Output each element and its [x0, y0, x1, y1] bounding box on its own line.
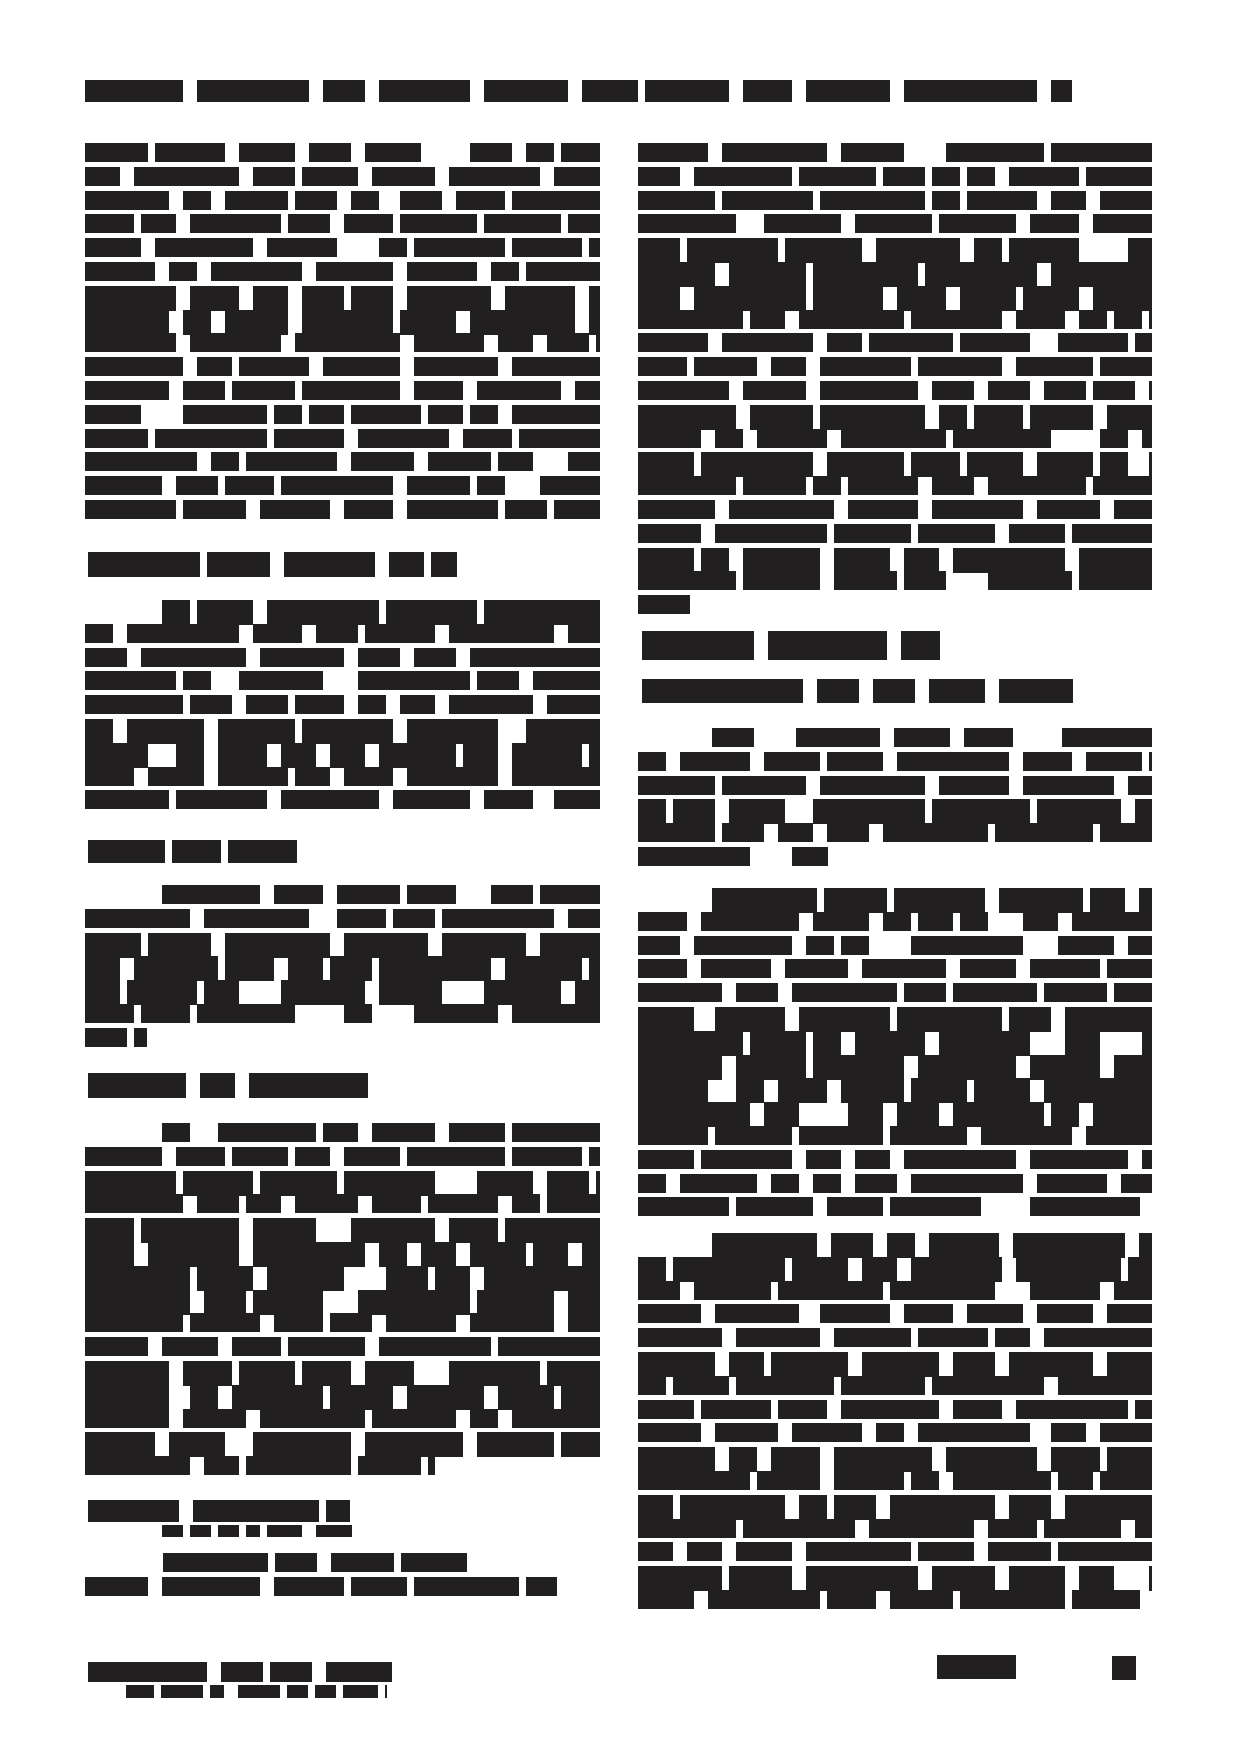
pixelated-text-line: [85, 214, 600, 233]
pixelated-text-line: [638, 238, 1152, 263]
pixelated-text-line: [85, 476, 600, 495]
footer-label-block: [937, 1655, 1016, 1679]
pixelated-text-line: [85, 167, 600, 186]
pixelated-text-line: [85, 1432, 600, 1457]
left-section-heading-4: [88, 1500, 350, 1522]
pixelated-text-line: [85, 500, 600, 519]
pixelated-text-line: [85, 1242, 600, 1267]
pixelated-text-line: [85, 1313, 600, 1332]
pixelated-text-line: [162, 600, 600, 625]
pixelated-text-line: [88, 552, 457, 577]
pixelated-text-line: [85, 1361, 600, 1386]
left-col-paragraph-4: [85, 1123, 600, 1480]
pixelated-text-line: [642, 631, 940, 660]
pixelated-text-line: [85, 191, 600, 210]
pixelated-text-line: [638, 1174, 1152, 1193]
pixelated-text-line: [638, 1257, 1152, 1282]
pixelated-text-line: [638, 1126, 1152, 1145]
pixelated-text-line: [638, 983, 1152, 1002]
pixelated-text-line: [85, 624, 600, 643]
pixelated-text-line: [638, 1352, 1152, 1377]
pixelated-text-line: [638, 191, 1152, 210]
pixelated-text-line: [638, 571, 1152, 590]
pixelated-text-line: [85, 1028, 147, 1047]
pixelated-text-line: [85, 1147, 600, 1166]
pixelated-text-line: [638, 1150, 1152, 1169]
pixelated-text-line: [638, 912, 1152, 931]
pixelated-text-line: [638, 1328, 1152, 1347]
pixelated-text-line: [638, 595, 690, 614]
left-section-heading-2: [88, 840, 297, 863]
pixelated-text-line: [638, 1102, 1152, 1127]
pixelated-text-line: [638, 1376, 1152, 1395]
pixelated-text-line: [638, 799, 1152, 824]
right-section-subheading: [642, 679, 1073, 703]
pixelated-text-line: [163, 1553, 467, 1572]
pixelated-text-line: [85, 1385, 600, 1410]
pixelated-text-line: [162, 885, 600, 904]
pixelated-text-line: [638, 452, 1152, 477]
left-section-heading-3: [88, 1073, 368, 1098]
pixelated-text-line: [638, 214, 1152, 233]
pixelated-text-line: [638, 1566, 1152, 1591]
pixelated-text-line: [638, 823, 1152, 842]
pixelated-text-line: [638, 1197, 1140, 1216]
pixelated-text-line: [85, 452, 600, 471]
pixelated-text-line: [638, 500, 1152, 519]
pixelated-text-line: [638, 936, 1152, 955]
pixelated-text-line: [638, 405, 1152, 430]
pixelated-text-line: [85, 80, 1072, 102]
pixelated-text-line: [638, 1304, 1152, 1323]
pixelated-text-line: [126, 1685, 387, 1698]
right-col-paragraph-2: [638, 728, 1152, 871]
pixelated-text-line: [85, 238, 600, 257]
pixelated-text-line: [85, 310, 600, 335]
pixelated-text-line: [638, 524, 1152, 543]
pixelated-text-line: [85, 695, 600, 714]
pixelated-text-line: [85, 767, 600, 786]
pixelated-text-line: [638, 1007, 1152, 1032]
pixelated-text-line: [638, 1423, 1152, 1442]
pixelated-text-line: [85, 1409, 600, 1428]
pixelated-text-line: [85, 286, 600, 311]
pixelated-text-line: [85, 719, 600, 744]
pixelated-text-line: [162, 1525, 352, 1537]
pixelated-text-line: [712, 1233, 1152, 1258]
left-col-paragraph-3: [85, 885, 600, 1052]
pixelated-text-line: [638, 1471, 1152, 1490]
pixelated-text-line: [638, 1078, 1152, 1103]
pixelated-text-line: [85, 980, 600, 1005]
footer-page-number-block: [1112, 1656, 1136, 1680]
pixelated-text-line: [638, 1447, 1152, 1472]
left-col-paragraph-2: [85, 600, 600, 815]
left-section-heading-1: [88, 552, 457, 577]
right-section-heading-numbered: [642, 631, 940, 660]
pixelated-text-line: [638, 1495, 1152, 1520]
pixelated-text-line: [638, 752, 1152, 771]
pixelated-text-line: [85, 262, 600, 281]
pixelated-text-line: [85, 1171, 600, 1196]
pixelated-text-line: [85, 357, 600, 376]
pixelated-text-line: [85, 909, 600, 928]
pixelated-text-line: [638, 548, 1152, 573]
pixelated-text-line: [85, 743, 600, 768]
pixelated-text-line: [88, 840, 297, 863]
pixelated-text-line: [85, 333, 600, 352]
pixelated-text-line: [638, 1542, 1152, 1561]
pixelated-text-line: [638, 1281, 1152, 1300]
pixelated-text-line: [85, 405, 600, 424]
pixelated-text-line: [85, 1577, 557, 1596]
pixelated-text-line: [638, 310, 1152, 329]
pixelated-text-line: [638, 262, 1152, 287]
pixelated-text-line: [88, 1073, 368, 1098]
pixelated-text-line: [638, 847, 828, 866]
pixelated-text-line: [638, 1519, 1152, 1538]
pixelated-text-line: [638, 476, 1152, 495]
pixelated-text-line: [638, 143, 1152, 162]
left-col-paragraph-1: [85, 143, 600, 524]
right-col-paragraph-4: [638, 1233, 1152, 1614]
pixelated-text-line: [85, 671, 600, 690]
pixelated-text-line: [638, 286, 1152, 311]
footnote-line-1: [88, 1662, 392, 1682]
pixelated-text-line: [85, 1290, 600, 1315]
left-section-heading-4-subline: [162, 1525, 352, 1537]
pixelated-text-line: [85, 1456, 435, 1475]
pixelated-text-line: [638, 1055, 1152, 1080]
pixelated-text-line: [85, 1194, 600, 1213]
pixelated-text-line: [85, 1337, 600, 1356]
pixelated-text-line: [85, 429, 600, 448]
pixelated-text-line: [88, 1500, 350, 1522]
pixelated-text-line: [85, 1004, 600, 1023]
pixelated-text-line: [85, 1266, 600, 1291]
pixelated-text-line: [638, 1590, 1140, 1609]
pixelated-text-line: [638, 167, 1152, 186]
pixelated-text-line: [712, 728, 1152, 747]
pixelated-text-line: [638, 429, 1152, 448]
pixelated-text-line: [85, 933, 600, 958]
pixelated-text-line: [638, 357, 1152, 376]
running-head: [85, 80, 1072, 102]
pixelated-text-line: [85, 648, 600, 667]
pixelated-text-line: [638, 959, 1152, 978]
pixelated-text-line: [85, 143, 600, 162]
pixelated-text-line: [638, 776, 1152, 795]
pixelated-text-line: [638, 381, 1152, 400]
left-col-paragraph-5: [85, 1553, 600, 1601]
pixelated-text-line: [88, 1662, 392, 1682]
right-col-paragraph-1: [638, 143, 1152, 619]
pixelated-text-line: [85, 381, 600, 400]
pixelated-text-line: [638, 1031, 1152, 1056]
right-col-paragraph-3: [638, 888, 1152, 1222]
pixelated-text-line: [642, 679, 1073, 703]
pixelated-text-line: [85, 790, 600, 809]
footnote-line-2: [126, 1685, 387, 1698]
pixelated-text-line: [638, 1400, 1152, 1419]
pixelated-text-line: [85, 956, 600, 981]
pixelated-text-line: [85, 1218, 600, 1243]
pixelated-text-line: [712, 888, 1152, 913]
pixelated-text-line: [638, 333, 1152, 352]
pixelated-text-line: [162, 1123, 600, 1142]
